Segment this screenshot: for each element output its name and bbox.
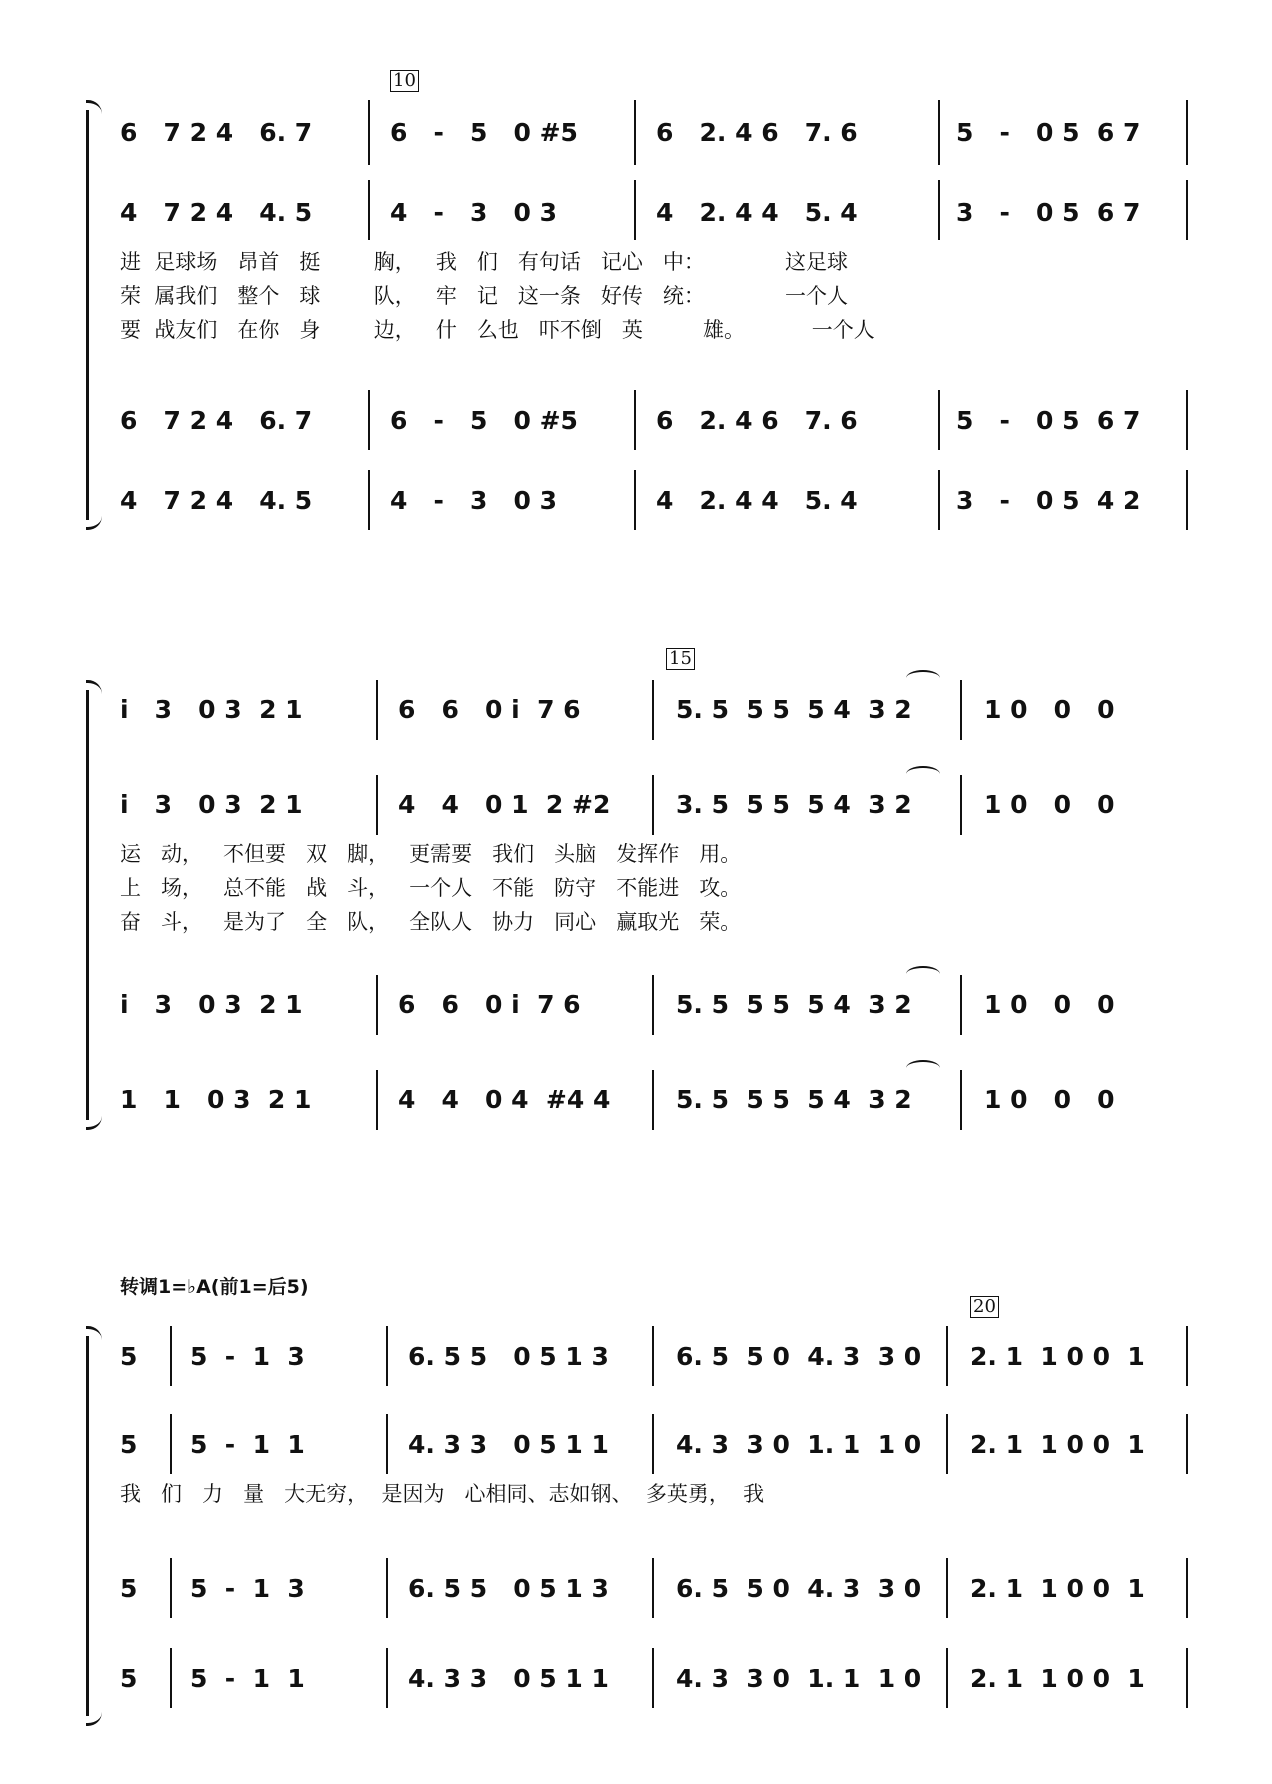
barline [946,1558,948,1618]
voice-row-3-measure-1: 6 7 2 4 6. 7 [120,406,313,435]
voice-row-3-measure-4: 5 - 0 5 6 7 [956,406,1141,435]
voice-row-2-measure-2: 4. 3 3 0 5 1 1 [408,1430,609,1459]
barline [652,1414,654,1474]
voice-row-4-measure-1: 1 1 0 3 2 1 [120,1085,312,1114]
measure-number: 10 [390,70,419,92]
barline [946,1414,948,1474]
voice-row-2-measure-4: 1 0 0 0 [984,790,1115,819]
voice-row-4-measure-3: 4. 3 3 0 1. 1 1 0 [676,1664,922,1693]
barline [1186,1558,1188,1618]
barline [652,1070,654,1130]
barline [960,680,962,740]
barline [368,100,370,165]
voice-row-1-measure-1: 6 7 2 4 6. 7 [120,118,313,147]
voice-row-4-measure-1: 5 - 1 1 [190,1664,305,1693]
barline [652,1326,654,1386]
barline [960,1070,962,1130]
voice-row-4-pickup: 5 [120,1664,138,1693]
barline [1186,390,1188,450]
voice-row-4-measure-4: 2. 1 1 0 0 1 [970,1664,1145,1693]
voice-row-4-measure-2: 4. 3 3 0 5 1 1 [408,1664,609,1693]
barline [376,680,378,740]
voice-row-2-pickup: 5 [120,1430,138,1459]
voice-row-2-measure-1: 5 - 1 1 [190,1430,305,1459]
barline [386,1326,388,1386]
voice-row-1-measure-2: 6 - 5 0 #5 [390,118,578,147]
voice-row-1-measure-3: 6. 5 5 0 4. 3 3 0 [676,1342,922,1371]
voice-row-3-measure-2: 6. 5 5 0 5 1 3 [408,1574,609,1603]
system-brace [86,690,107,1120]
barline [938,100,940,165]
barline [1186,470,1188,530]
voice-row-3-measure-1: 5 - 1 3 [190,1574,305,1603]
barline [652,975,654,1035]
lyric-verse-2: 荣 属我们 整个 球 队， 牢 记 这一条 好传 统： 一个人 [120,284,849,308]
voice-row-2-measure-4: 3 - 0 5 6 7 [956,198,1141,227]
lyric-verse-3: 奋 斗， 是为了 全 队， 全队人 协力 同心 赢取光 荣。 [120,910,742,934]
score-system-2 [86,640,1192,1140]
key-change-label: 转调1=♭A(前1=后5) [120,1276,309,1298]
barline [938,390,940,450]
voice-row-3-measure-4: 1 0 0 0 [984,990,1115,1019]
barline [368,470,370,530]
score-system-3 [86,1296,1192,1736]
voice-row-1-pickup: 5 [120,1342,138,1371]
voice-row-1-measure-4: 5 - 0 5 6 7 [956,118,1141,147]
voice-row-4-measure-3: 5. 5 5 5 5 4 3 2 [676,1085,912,1114]
voice-row-3-pickup: 5 [120,1574,138,1603]
lyric-verse-1: 进 足球场 昂首 挺 胸， 我 们 有句话 记心 中： 这足球 [120,250,849,274]
voice-row-2-measure-3: 4. 3 3 0 1. 1 1 0 [676,1430,922,1459]
lyric-verse-1: 我 们 力 量 大无穷， 是因为 心相同、志如钢、 多英勇， 我 [120,1482,765,1506]
barline [1186,180,1188,240]
voice-row-3-measure-4: 2. 1 1 0 0 1 [970,1574,1145,1603]
slur-mark [906,670,940,686]
voice-row-1-measure-4: 2. 1 1 0 0 1 [970,1342,1145,1371]
system-brace [86,1336,107,1716]
lyric-verse-1: 运 动， 不但要 双 脚， 更需要 我们 头脑 发挥作 用。 [120,842,742,866]
barline [386,1648,388,1708]
barline [652,1648,654,1708]
voice-row-2-measure-2: 4 - 3 0 3 [390,198,557,227]
slur-mark [906,966,940,982]
barline [368,390,370,450]
barline [170,1414,172,1474]
barline [960,975,962,1035]
barline [376,1070,378,1130]
barline [170,1648,172,1708]
barline [634,180,636,240]
voice-row-4-measure-2: 4 4 0 4 #4 4 [398,1085,611,1114]
barline [946,1648,948,1708]
voice-row-4-measure-2: 4 - 3 0 3 [390,486,557,515]
voice-row-1-measure-3: 5. 5 5 5 5 4 3 2 [676,695,912,724]
voice-row-3-measure-2: 6 6 0 i 7 6 [398,990,581,1019]
barline [1186,1414,1188,1474]
voice-row-1-measure-3: 6 2. 4 6 7. 6 [656,118,858,147]
barline [960,775,962,835]
score-system-1 [86,70,1192,540]
lyric-verse-3: 要 战友们 在你 身 边， 什 么也 吓不倒 英 雄。 一个人 [120,318,875,342]
barline [938,470,940,530]
voice-row-2-measure-2: 4 4 0 1 2 #2 [398,790,611,819]
barline [634,100,636,165]
barline [368,180,370,240]
voice-row-1-measure-1: i 3 0 3 2 1 [120,695,303,724]
voice-row-2-measure-3: 4 2. 4 4 5. 4 [656,198,858,227]
voice-row-2-measure-3: 3. 5 5 5 5 4 3 2 [676,790,912,819]
barline [634,390,636,450]
voice-row-1-measure-1: 5 - 1 3 [190,1342,305,1371]
voice-row-3-measure-3: 5. 5 5 5 5 4 3 2 [676,990,912,1019]
barline [1186,100,1188,165]
slur-mark [906,1060,940,1076]
lyric-verse-2: 上 场， 总不能 战 斗， 一个人 不能 防守 不能进 攻。 [120,876,742,900]
voice-row-4-measure-4: 3 - 0 5 4 2 [956,486,1141,515]
voice-row-2-measure-1: 4 7 2 4 4. 5 [120,198,313,227]
barline [938,180,940,240]
barline [376,775,378,835]
voice-row-1-measure-2: 6 6 0 i 7 6 [398,695,581,724]
barline [170,1326,172,1386]
voice-row-3-measure-3: 6 2. 4 6 7. 6 [656,406,858,435]
barline [946,1326,948,1386]
voice-row-4-measure-4: 1 0 0 0 [984,1085,1115,1114]
barline [652,775,654,835]
slur-mark [906,766,940,782]
barline [634,470,636,530]
system-brace [86,110,107,520]
barline [652,680,654,740]
voice-row-1-measure-4: 1 0 0 0 [984,695,1115,724]
measure-number: 20 [970,1296,999,1318]
barline [1186,1326,1188,1386]
voice-row-3-measure-1: i 3 0 3 2 1 [120,990,303,1019]
voice-row-3-measure-2: 6 - 5 0 #5 [390,406,578,435]
barline [386,1414,388,1474]
voice-row-4-measure-3: 4 2. 4 4 5. 4 [656,486,858,515]
barline [652,1558,654,1618]
barline [386,1558,388,1618]
barline [376,975,378,1035]
voice-row-2-measure-4: 2. 1 1 0 0 1 [970,1430,1145,1459]
voice-row-1-measure-2: 6. 5 5 0 5 1 3 [408,1342,609,1371]
barline [1186,1648,1188,1708]
barline [170,1558,172,1618]
voice-row-4-measure-1: 4 7 2 4 4. 5 [120,486,313,515]
measure-number: 15 [666,648,695,670]
voice-row-2-measure-1: i 3 0 3 2 1 [120,790,303,819]
voice-row-3-measure-3: 6. 5 5 0 4. 3 3 0 [676,1574,922,1603]
